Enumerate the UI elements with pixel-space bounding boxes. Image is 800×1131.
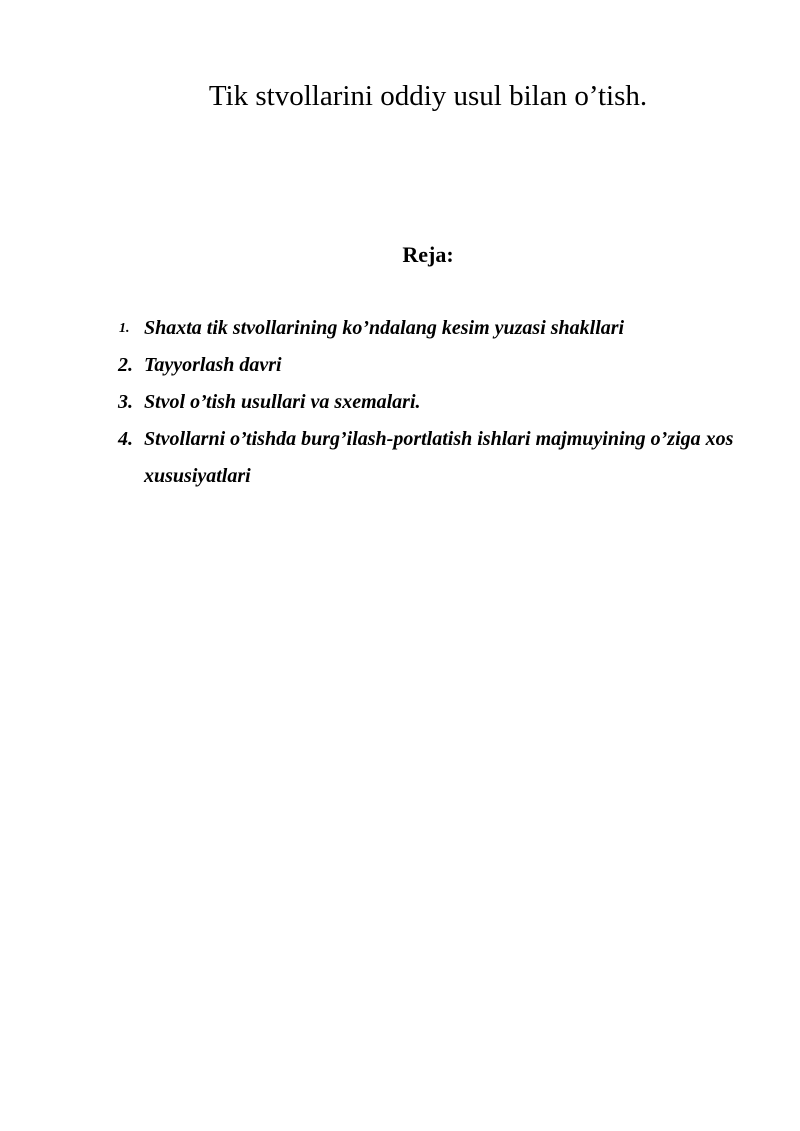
plan-item-text: Shaxta tik stvollarining ko’ndalang kesim yuzasi shakllari [144,317,625,339]
plan-item-text: Stvol o’tish usullari va sxemalari. [144,391,421,413]
plan-item-2 [0,347,800,384]
plan-item-number: 2. [118,354,133,376]
plan-item-text: Tayyorlash davri [144,354,282,376]
document-title: Tik stvollarini oddiy usul bilan o’tish. [208,80,648,112]
plan-item-number: 1. [119,321,130,336]
plan-item-4 [0,421,800,495]
plan-item-1 [0,310,800,347]
plan-list [0,310,800,495]
plan-item-3 [0,384,800,421]
plan-item-text: Stvollarni o’tishda burg’ilash-portlatish ishlari majmuyining o’ziga xos xususiyatlari [144,428,734,487]
plan-heading: Reja: [402,242,454,267]
plan-item-number: 3. [118,391,133,413]
plan-item-number: 4. [118,428,133,450]
